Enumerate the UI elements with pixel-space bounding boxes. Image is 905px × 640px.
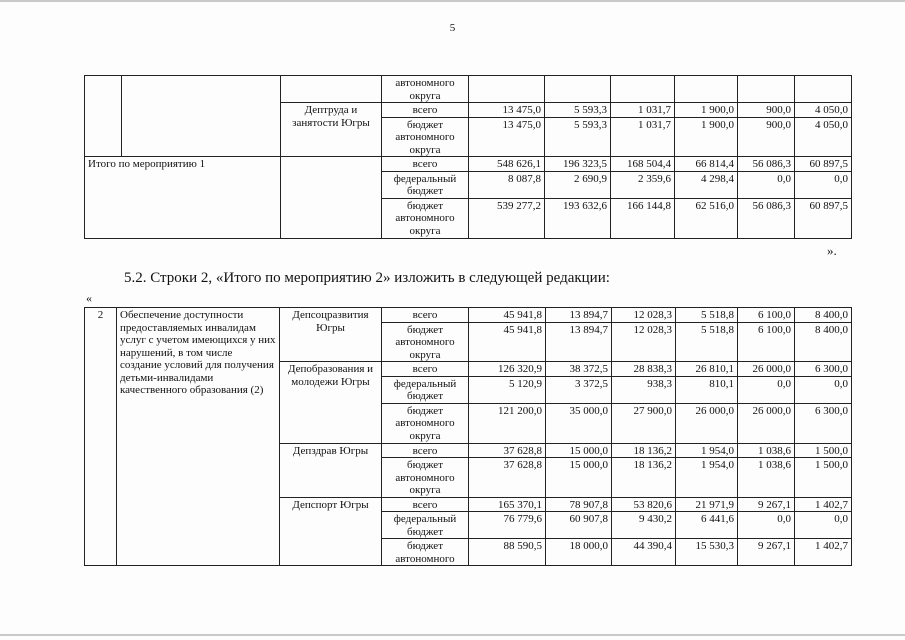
- closing-quote: ».: [827, 243, 837, 258]
- table-cell: 13 894,7: [546, 322, 612, 362]
- table-cell: 1 900,0: [675, 103, 738, 118]
- table-row: [85, 76, 852, 103]
- table-cell: 1 500,0: [795, 458, 852, 498]
- table-cell: 2 690,9: [545, 171, 611, 198]
- table-cell: 26 000,0: [738, 362, 795, 377]
- table-cell: 9 267,1: [738, 497, 795, 512]
- table-cell: 38 372,5: [546, 362, 612, 377]
- table-cell: 938,3: [612, 376, 676, 403]
- table-row: [85, 117, 852, 157]
- table-cell: 76 779,6: [469, 512, 546, 539]
- table-cell: 1 402,7: [795, 497, 852, 512]
- table-cell: 44 390,4: [612, 539, 676, 566]
- table-cell: 165 370,1: [469, 497, 546, 512]
- table-cell: 56 086,3: [738, 157, 795, 172]
- table-cell: бюджет автономного: [382, 539, 469, 566]
- table-cell: 548 626,1: [469, 157, 545, 172]
- table-cell: 4 298,4: [675, 171, 738, 198]
- table-cell: 12 028,3: [612, 322, 676, 362]
- table-cell: 5 120,9: [469, 376, 546, 403]
- table-cell: 28 838,3: [612, 362, 676, 377]
- table-cell: 193 632,6: [545, 198, 611, 238]
- bottom-scan-edge: [0, 634, 905, 636]
- table-cell: [545, 76, 611, 103]
- table-cell: 0,0: [795, 376, 852, 403]
- opening-quote: «: [86, 291, 92, 305]
- table-cell: 13 894,7: [546, 308, 612, 323]
- table-cell: 4 050,0: [795, 117, 852, 157]
- table-cell: 8 087,8: [469, 171, 545, 198]
- table-cell: 0,0: [738, 512, 795, 539]
- table-cell: 26 810,1: [676, 362, 738, 377]
- table-cell: [85, 103, 122, 118]
- table-cell: 1 402,7: [795, 539, 852, 566]
- event-name: Обеспечение доступности предоставляемых инвалидам услуг с учетом имеющихся у них нарушений, в том числе создание условий для получения детьми-инвалидами качественного образования (2): [117, 308, 280, 566]
- table-cell: 3 372,5: [546, 376, 612, 403]
- table-cell: 121 200,0: [469, 403, 546, 443]
- table-cell: бюджет автономного округа: [382, 458, 469, 498]
- table-cell: 26 000,0: [676, 403, 738, 443]
- table-cell: 6 300,0: [795, 362, 852, 377]
- table-cell: 1 031,7: [611, 103, 675, 118]
- table-cell: всего: [382, 103, 469, 118]
- table-cell: 60 897,5: [795, 157, 852, 172]
- department: Депспорт Югры: [280, 497, 382, 566]
- table-cell: 18 136,2: [612, 458, 676, 498]
- table-cell: [738, 76, 795, 103]
- table-cell: 9 267,1: [738, 539, 795, 566]
- table-cell: 0,0: [795, 171, 852, 198]
- table-cell: 5 518,8: [676, 308, 738, 323]
- table-cell: 5 593,3: [545, 117, 611, 157]
- table-cell: всего: [382, 497, 469, 512]
- table-cell: [611, 76, 675, 103]
- table-cell: 8 400,0: [795, 308, 852, 323]
- department: Депобразования и молодежи Югры: [280, 362, 382, 444]
- table-cell: 27 900,0: [612, 403, 676, 443]
- table-cell: 900,0: [738, 103, 795, 118]
- section-heading: 5.2. Строки 2, «Итого по мероприятию 2» изложить в следующей редакции:: [124, 270, 610, 286]
- table-cell: [675, 76, 738, 103]
- table-cell: всего: [382, 362, 469, 377]
- table-cell: 35 000,0: [546, 403, 612, 443]
- table-continued: [84, 75, 852, 239]
- table-cell: федеральный бюджет: [382, 376, 469, 403]
- table-cell: 1 954,0: [676, 443, 738, 458]
- table-cell: 6 300,0: [795, 403, 852, 443]
- table-cell: 15 530,3: [676, 539, 738, 566]
- table-cell: 1 500,0: [795, 443, 852, 458]
- table-cell: 78 907,8: [546, 497, 612, 512]
- table-cell: 1 038,6: [738, 458, 795, 498]
- table-cell: 60 897,5: [795, 198, 852, 238]
- table-cell: бюджет автономного округа: [382, 117, 469, 157]
- table-cell: 53 820,6: [612, 497, 676, 512]
- table-cell: 4 050,0: [795, 103, 852, 118]
- table-cell: 168 504,4: [611, 157, 675, 172]
- table-cell: 1 031,7: [611, 117, 675, 157]
- table-cell: всего: [382, 443, 469, 458]
- table-cell: 15 000,0: [546, 458, 612, 498]
- table-cell: 8 400,0: [795, 322, 852, 362]
- table-cell: 166 144,8: [611, 198, 675, 238]
- table-cell: 18 000,0: [546, 539, 612, 566]
- table-cell: 196 323,5: [545, 157, 611, 172]
- table-cell: [122, 103, 281, 118]
- table-row: [85, 157, 852, 172]
- table-cell: автономного округа: [382, 76, 469, 103]
- table-cell: 56 086,3: [738, 198, 795, 238]
- table-cell: Дептруда и занятости Югры: [281, 103, 382, 157]
- table-cell: 0,0: [738, 171, 795, 198]
- table-cell: 60 907,8: [546, 512, 612, 539]
- table-cell: 13 475,0: [469, 103, 545, 118]
- table-cell: 6 441,6: [676, 512, 738, 539]
- table-cell: 15 000,0: [546, 443, 612, 458]
- table-cell: [85, 117, 122, 157]
- table-event-2: [84, 307, 852, 566]
- table-cell: всего: [382, 308, 469, 323]
- table-cell: [122, 76, 281, 103]
- table-cell: [795, 76, 852, 103]
- table-cell: 1 038,6: [738, 443, 795, 458]
- table-cell: [122, 117, 281, 157]
- table-cell: 13 475,0: [469, 117, 545, 157]
- table-cell: 0,0: [738, 376, 795, 403]
- table-cell: 88 590,5: [469, 539, 546, 566]
- top-scan-edge: [0, 0, 905, 2]
- table-cell: [281, 157, 382, 239]
- table-cell: 6 100,0: [738, 308, 795, 323]
- table-cell: 6 100,0: [738, 322, 795, 362]
- table-cell: 2 359,6: [611, 171, 675, 198]
- table-cell: бюджет автономного округа: [382, 403, 469, 443]
- table-cell: 45 941,8: [469, 308, 546, 323]
- table-cell: 45 941,8: [469, 322, 546, 362]
- table-cell: 37 628,8: [469, 458, 546, 498]
- table-cell: 810,1: [676, 376, 738, 403]
- table-cell: [281, 76, 382, 103]
- table-cell: федеральный бюджет: [382, 171, 469, 198]
- table-cell: федеральный бюджет: [382, 512, 469, 539]
- table-cell: 5 593,3: [545, 103, 611, 118]
- table-cell: 18 136,2: [612, 443, 676, 458]
- department: Депздрав Югры: [280, 443, 382, 497]
- table-cell: 12 028,3: [612, 308, 676, 323]
- table-cell: 0,0: [795, 512, 852, 539]
- table-row: [85, 103, 852, 118]
- table-cell: [469, 76, 545, 103]
- table-cell: 5 518,8: [676, 322, 738, 362]
- table-cell: 66 814,4: [675, 157, 738, 172]
- table-cell: 37 628,8: [469, 443, 546, 458]
- table-cell: 21 971,9: [676, 497, 738, 512]
- department: Депсоцразвития Югры: [280, 308, 382, 362]
- total-label: Итого по мероприятию 1: [85, 157, 281, 239]
- table-cell: [85, 76, 122, 103]
- table-cell: 62 516,0: [675, 198, 738, 238]
- table-cell: бюджет автономного округа: [382, 322, 469, 362]
- table-cell: 539 277,2: [469, 198, 545, 238]
- table-cell: всего: [382, 157, 469, 172]
- table-row: [85, 308, 852, 323]
- table-cell: бюджет автономного округа: [382, 198, 469, 238]
- table-cell: 900,0: [738, 117, 795, 157]
- table-cell: 1 900,0: [675, 117, 738, 157]
- table-cell: 9 430,2: [612, 512, 676, 539]
- table-cell: 1 954,0: [676, 458, 738, 498]
- page-number: 5: [449, 22, 456, 34]
- row-number: 2: [85, 308, 117, 566]
- table-cell: 126 320,9: [469, 362, 546, 377]
- table-cell: 26 000,0: [738, 403, 795, 443]
